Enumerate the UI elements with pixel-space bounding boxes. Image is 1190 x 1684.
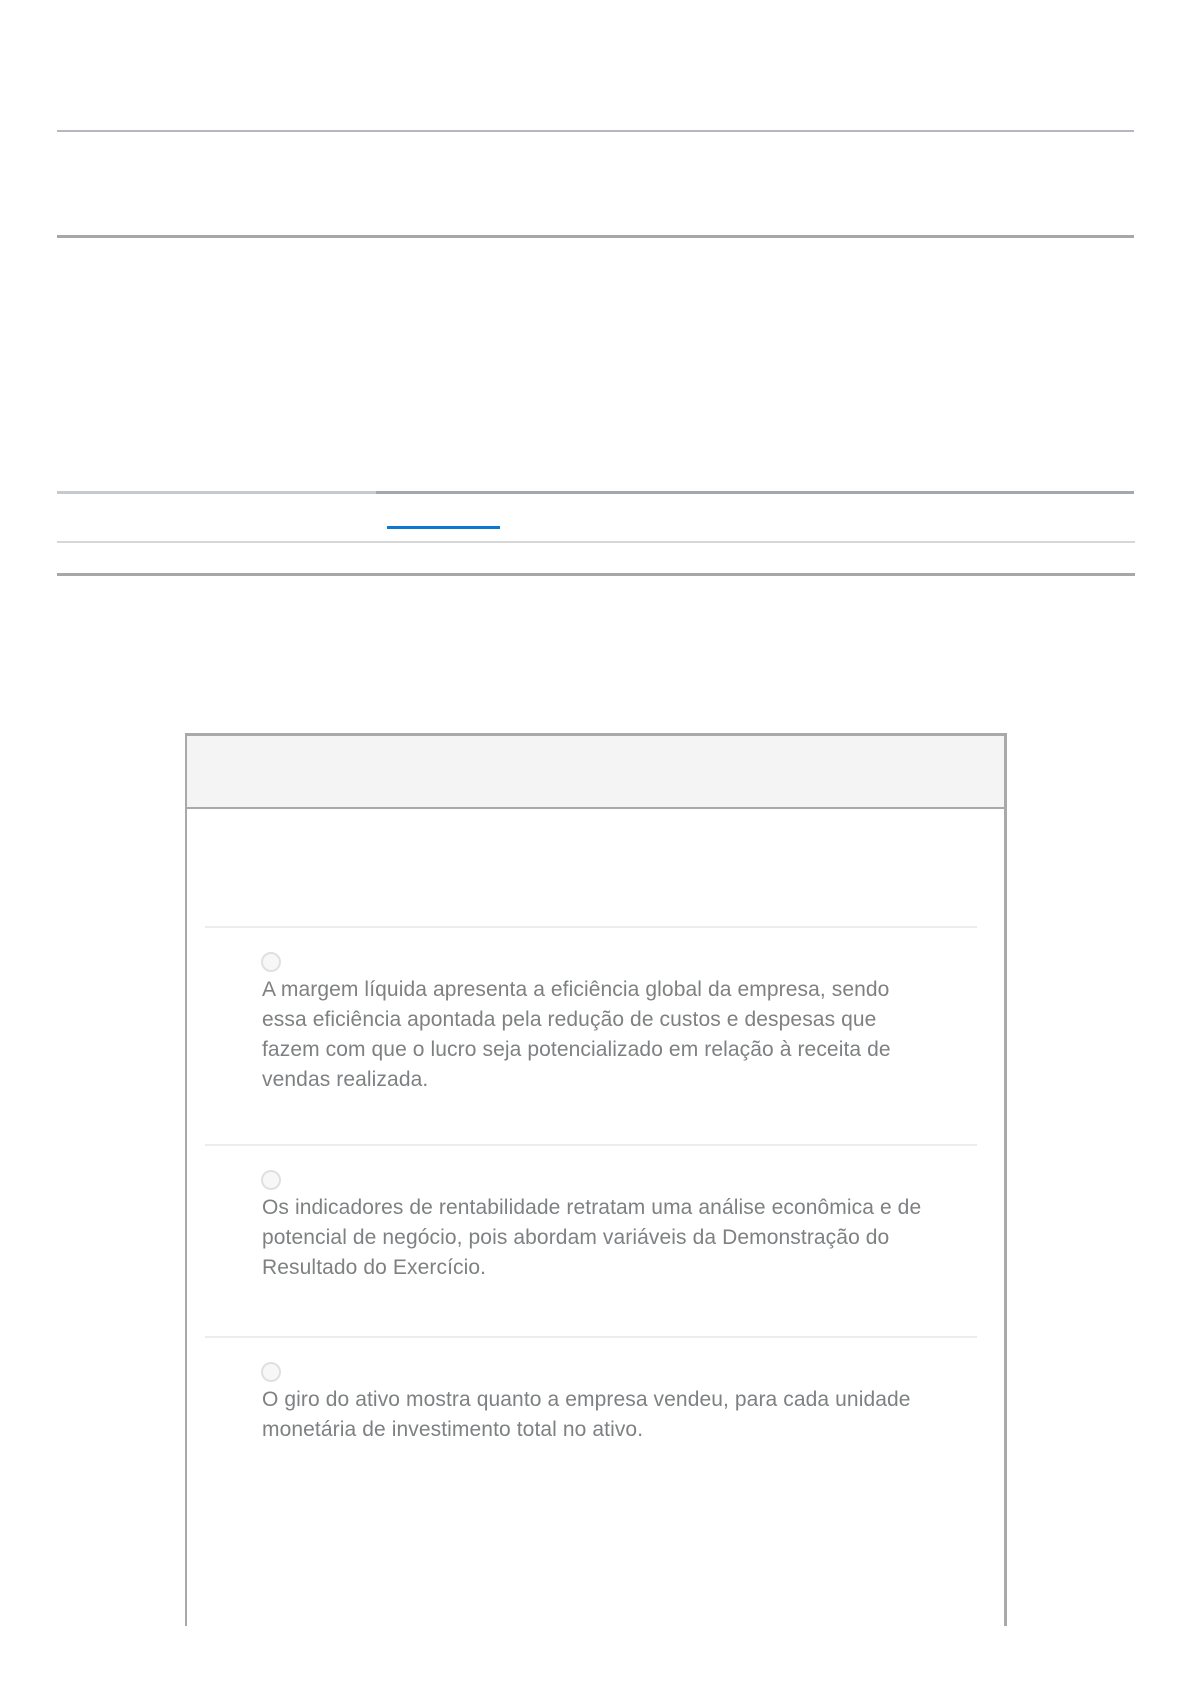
page-divider-top-2 xyxy=(57,235,1134,238)
active-link-underline[interactable] xyxy=(387,526,500,529)
question-card-body xyxy=(187,736,1004,1626)
radio-unselected-icon[interactable] xyxy=(261,952,281,972)
answer-option-text: O giro do ativo mostra quanto a empresa vendeu, para cada unidade monetária de investimento total no ativo. xyxy=(262,1388,911,1441)
page-divider-top-1 xyxy=(57,130,1134,132)
radio-unselected-icon[interactable] xyxy=(261,1170,281,1190)
option-separator xyxy=(205,1144,977,1146)
radio-unselected-icon[interactable] xyxy=(261,1362,281,1382)
section-divider-right-segment xyxy=(376,491,1134,494)
answer-option-text: A margem líquida apresenta a eficiência global da empresa, sendo essa eficiência apontada pela redução de custos e despesas que fazem com que o lucro seja potencializado em relação à receita de vendas realizada. xyxy=(262,978,891,1091)
answer-option-text: Os indicadores de rentabilidade retratam uma análise econômica e de potencial de negócio, pois abordam variáveis da Demonstração do Resultado do Exercício. xyxy=(262,1196,922,1279)
option-separator xyxy=(205,926,977,928)
section-divider-light xyxy=(57,541,1135,543)
question-card xyxy=(185,733,1007,1626)
section-divider-left-segment xyxy=(57,491,376,494)
option-separator xyxy=(205,1336,977,1338)
section-divider-bottom xyxy=(57,573,1135,576)
